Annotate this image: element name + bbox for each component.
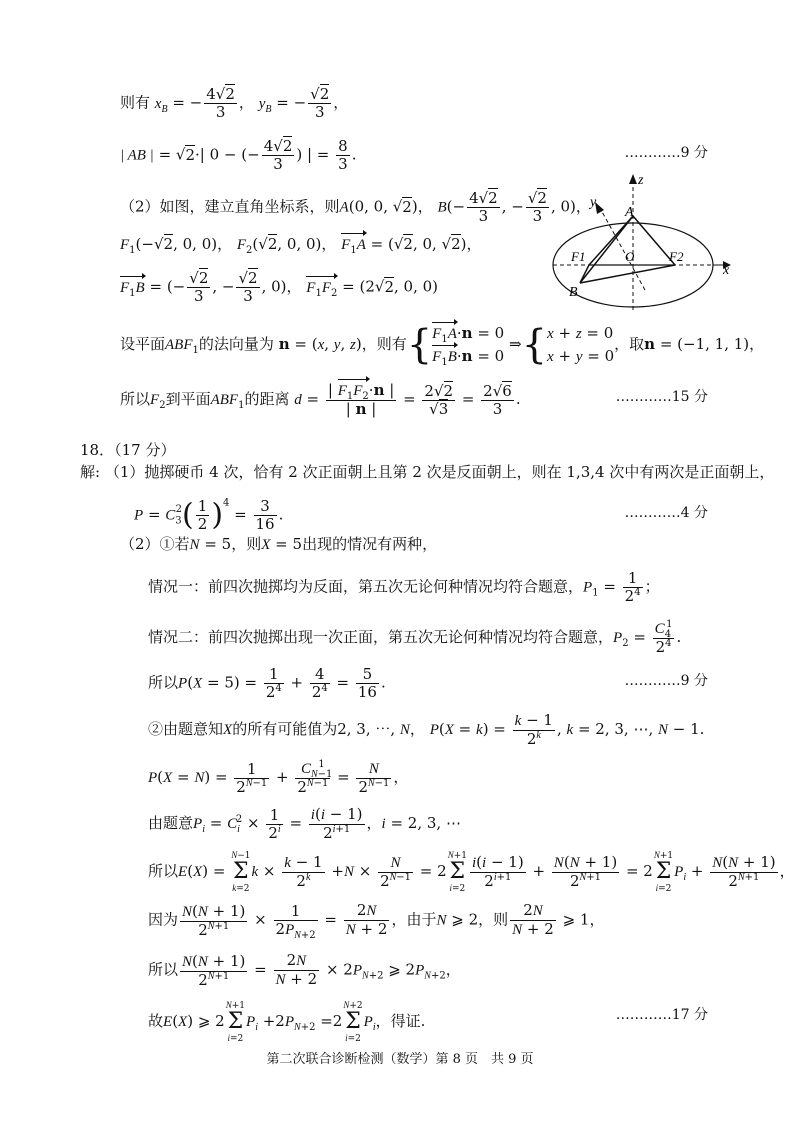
score-17: …………17 分	[615, 1007, 708, 1023]
label-F1: F1	[571, 249, 586, 264]
line-ab-length: | AB | = √2·| 0 − (− $\frac{4√2}{3}$ ) | = $\frac{8}{3}$ .	[120, 137, 357, 173]
page-footer: 第二次联合诊断检测（数学）第 8 页 共 9 页	[266, 1052, 534, 1067]
line-distance: 所以$F_2$到平面$ABF_1$的距离 d = $\frac{| F_1F_2\cdot n |}{| n |}$ = $\frac{2√2}{√3}$ = $\frac{2√6}{3}$ .	[120, 381, 521, 418]
label-x: x	[723, 263, 730, 278]
edge-BF2	[580, 265, 675, 283]
p-x-5: 所以P(X = 5) = $\frac{1}{2^4}$ + $\frac{4}{2^4}$ = $\frac{5}{16}$ .	[148, 665, 386, 701]
line-xb-yb: 则有 $x_B$ = − $\frac{4√2}{3}$ ， $y_B$ = − $\frac{√2}{3}$ ，	[120, 85, 349, 121]
line-normal-vector: 设平面$ABF_1$的法向量为 n = (x, y, z)，则有{ $F_1A\cdot n = 0$ $F_1B\cdot n = 0$ ⇒{ x + z = 0 x + y = 0 ，取n = (−1, 1, 1)，	[120, 322, 765, 368]
label-B: B	[569, 285, 578, 300]
because-line: 因为 $\frac{N(N + 1)}{2^{N+1}}$ × $\frac{1}{2P_{N+2}}$ = $\frac{2N}{N + 2}$ ，由于N ⩾ 2，则 $\frac{2N}{N + 2}$ ⩾ 1，	[148, 901, 605, 941]
p-x-n: P(X = N) = $\frac{1}{2^{N-1}}$ + $\frac{C_{N-1}^1}{2^{N-1}}$ = $\frac{N}{2^{N-1}}$ ，	[148, 759, 409, 796]
z-arrow	[629, 174, 637, 184]
q18-header: 18．（17 分）	[80, 441, 176, 459]
score-4: …………4 分	[624, 505, 708, 521]
label-F2: F2	[669, 249, 684, 264]
score-9-a: …………9 分	[624, 145, 708, 161]
p-i-def: 由题意$P_i = C_i^2$ × $\frac{1}{2^i}$ = $\frac{i(i - 1)}{2^{i+1}}$ ，i = 2, 3, ⋯	[148, 805, 461, 842]
score-9-b: …………9 分	[624, 673, 708, 689]
line-f1b-f1f2: $F_1B$ = (− $\frac{√2}{3}$ , − $\frac{√2}{3}$ , 0)， $F_1F_2 = (2√2$, 0, 0)	[120, 269, 438, 305]
label-z: z	[638, 173, 644, 188]
expectation: 所以E(X) = N−1 Σ k=2 k × $\frac{k - 1}{2^k}$ +N × $\frac{N}{2^{N-1}}$ = 2 N+1 Σ i=2 $\frac{i(i - 1)}{2^{i+1}}$ + $\frac{N(N + 1)}{2^{N+1}}$ = 2 N+1 Σ i=2 $P_i$ + $\frac{N(N + 1)}{2^{N+1}}$ ，	[148, 850, 795, 894]
q18-part2-intro: （2）①若N = 5，则X = 5出现的情况有两种，	[120, 535, 438, 553]
line-f1-f2: $F_1(-√2$, 0, 0)， $F_2(√2$, 0, 0)， $F_1A = (√2$, 0, √2)，	[120, 235, 482, 256]
label-y: y	[590, 195, 597, 210]
case-two: 情况二：前四次抛掷出现一次正面，第五次无论何种情况均符合题意，$P_2$ = $\frac{C_4^1}{2^4}$ .	[148, 619, 682, 656]
so-line: 所以 $\frac{N(N + 1)}{2^{N+1}}$ = $\frac{2N}{N + 2}$ × $2P_{N+2}$ ⩾ $2P_{N+2}$，	[148, 951, 461, 989]
line-p-value: $P = C_3^2$( $\frac{1}{2}$ )$^4$ = $\frac{3}{16}$ .	[134, 497, 284, 533]
case-one: 情况一：前四次抛掷均为反面，第五次无论何种情况均符合题意，$P_1$ = $\frac{1}{2^4}$ ；	[148, 569, 660, 605]
coordinate-figure	[545, 170, 735, 315]
label-O: O	[625, 249, 635, 264]
y-arrow	[595, 202, 604, 214]
line-part2-coords: （2）如图，建立直角坐标系，则A(0, 0, √2)， B(− $\frac{4√2}{3}$ , − $\frac{√2}{3}$ , 0)，	[120, 189, 591, 225]
score-15: …………15 分	[615, 389, 708, 405]
label-A: A	[625, 205, 634, 220]
q18-part1: 解: （1）抛掷硬币 4 次，恰有 2 次正面朝上且第 2 次是反面朝上，则在 1,3,4 次中有两次是正面朝上，	[80, 463, 775, 481]
conclusion: 故E(X) ⩾ 2 N+1 Σ i=2 $P_i +2P_{N+2} =2$ N+2 Σ i=2 $P_i$，得证.	[148, 1000, 426, 1044]
item-2-values: ②由题意知X的所有可能值为2, 3, ⋯, N， P(X = k) = $\frac{k - 1}{2^k}$ , k = 2, 3, ⋯, N − 1.	[148, 711, 705, 748]
